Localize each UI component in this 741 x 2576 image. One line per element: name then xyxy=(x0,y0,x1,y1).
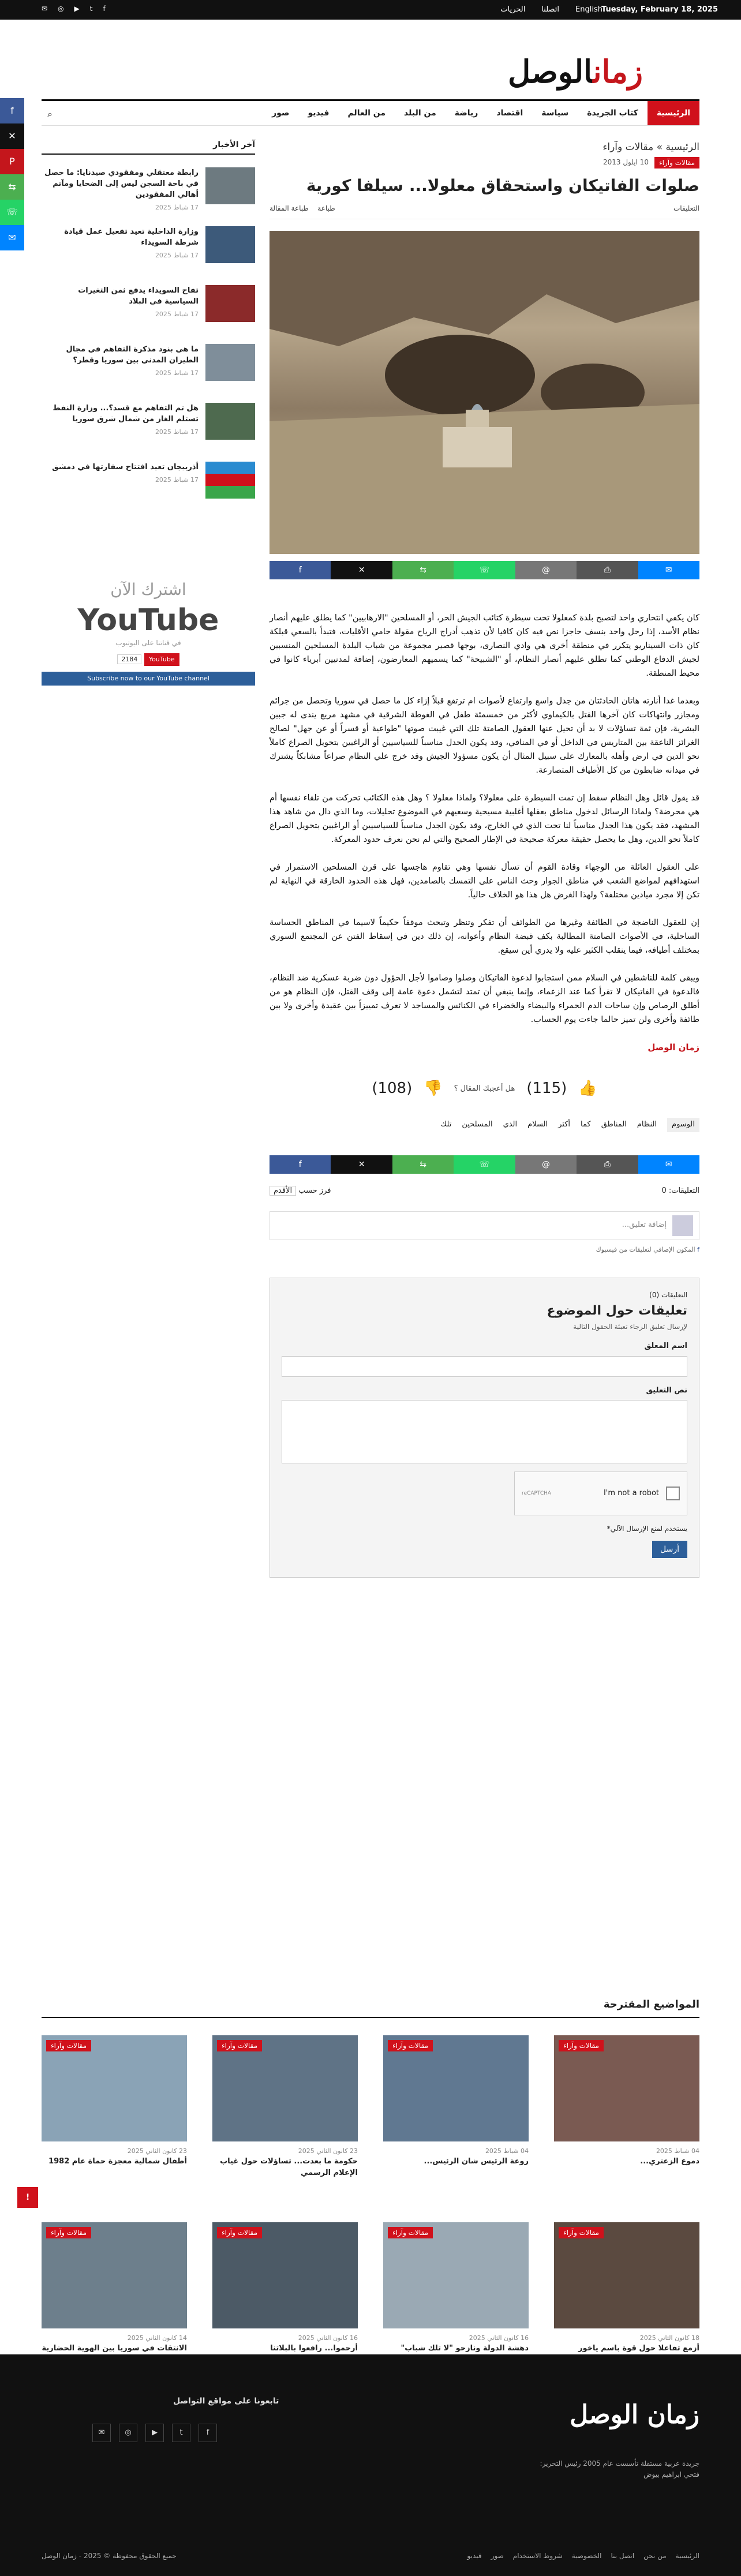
fb-comment-box xyxy=(270,1211,699,1240)
email-share-icon[interactable]: @ xyxy=(515,1155,577,1174)
related-title[interactable]: روعة الرئيس شان الرئيس... xyxy=(424,2157,529,2166)
name-input[interactable] xyxy=(282,1356,687,1377)
mail-icon[interactable]: ✉ xyxy=(42,5,48,13)
related-title[interactable]: أزمع تفاعلا حول قوة باسم ياخور xyxy=(578,2344,699,2353)
related-card[interactable] xyxy=(383,2035,529,2197)
like-thumb-icon[interactable]: 👍 xyxy=(578,1080,597,1098)
youtube-icon[interactable]: ▶ xyxy=(74,5,80,13)
tag-item[interactable]: تلك xyxy=(440,1120,452,1129)
related-title[interactable]: دهشة الدولة ونازحو "لا تلك شباب" xyxy=(401,2344,529,2353)
search-icon[interactable]: ⌕ xyxy=(47,108,53,119)
tag-item[interactable]: السلام xyxy=(527,1120,548,1129)
email-share-icon[interactable]: @ xyxy=(515,561,577,579)
generic-share-icon[interactable]: ⇆ xyxy=(392,561,454,579)
avatar xyxy=(672,1215,693,1236)
print-article-link[interactable]: طباعة المقالة xyxy=(270,204,309,212)
tags-label: الوسوم xyxy=(667,1118,699,1132)
submit-button[interactable]: أرسل xyxy=(652,1541,687,1558)
footer-link[interactable]: الخصوصية xyxy=(571,2552,602,2560)
news-title[interactable]: ما هي بنود مذكرة التفاهم في مجال الطيران المدني بين سوريا وقطر؟ xyxy=(66,345,199,365)
twitter-icon[interactable]: t xyxy=(172,2424,190,2442)
breadcrumb xyxy=(270,138,699,156)
nav-writers[interactable]: كتاب الجريدة xyxy=(587,108,638,118)
messenger-share-icon[interactable]: ✉ xyxy=(638,1155,699,1174)
related-date: 14 كانون الثاني 2025 xyxy=(127,2334,187,2342)
twitter-share-icon[interactable]: ✕ xyxy=(331,1155,392,1174)
category-badge[interactable]: مقالات وآراء xyxy=(46,2227,91,2238)
share-whatsapp-icon[interactable]: ☏ xyxy=(0,200,24,225)
whatsapp-share-icon[interactable]: ☏ xyxy=(454,1155,515,1174)
captcha-note: يستخدم لمنع الإرسال الآلي* xyxy=(607,1525,687,1533)
related-heading: المواضيع المقترحة xyxy=(42,1997,699,2018)
main-nav xyxy=(42,99,699,126)
footer-link[interactable]: اتصل بنا xyxy=(611,2552,635,2560)
related-card[interactable] xyxy=(42,2035,187,2197)
category-badge[interactable]: مقالات وآراء xyxy=(217,2040,262,2051)
news-date: 17 شباط 2025 xyxy=(155,476,199,484)
floating-share-bar xyxy=(0,98,24,250)
footer-socials xyxy=(92,2424,217,2442)
sidebar xyxy=(42,138,255,686)
sort-label: فرز حسب xyxy=(298,1186,331,1195)
print-share-icon[interactable]: ⎙ xyxy=(577,1155,638,1174)
top-link-contact[interactable]: اتصلنا xyxy=(541,5,560,14)
paragraph: على العقول العائلة من الوجهاء وقادة القوم أن تسأل نفسها وهي تقاوم هاجسها على قرن المسلحين الاستمرار في استهدافهم لمواضع الشعب في مناطق الجوار وحث الناس على التمسك بالصامدين، فهل هذه الحدود الخارقة في النهاية لم تكن إلا مجرد ميادين مختلفة؟ ولهذا الغرض هل هذا هو الخلاف حالياً. xyxy=(270,863,699,900)
fb-plugin-label: f المكون الإضافي لتعليقات من فيسبوك xyxy=(596,1245,699,1253)
paragraph: ويبقى كلمة للناشطين في السلام ممن استجابوا لدعوة الفاتيكان وصلوا وصاموا لأجل الحؤول دون ضربة عسكرية ضد النظام، فالدعوة في الفاتيكان لا تقرأ كما عند الزعماء، وإنما ينبغي أن تمتد لتشمل دعوة عامة إلى وقف القتل، فإن النظام هو من أطلق الرصاص وإن ساحات الدم الحمراء والبيضاء والخضراء في الكنائس والمساجد لا تعرف تمييزاً بين عقيدة وأخرى ولا بين طائفة وأخرى ولن تميز حالما جاءت يوم الحساب. xyxy=(270,974,699,1024)
current-date: Tuesday, February 18, 2025 xyxy=(601,5,718,14)
top-bar xyxy=(0,0,741,20)
sidebar-heading: آخر الأخبار xyxy=(42,138,255,155)
related-card[interactable] xyxy=(212,2035,358,2197)
category-badge[interactable]: مقالات وآراء xyxy=(388,2227,433,2238)
captcha-brand: reCAPTCHA xyxy=(522,1491,552,1497)
text-label: نص التعليق xyxy=(646,1386,687,1395)
breadcrumb-section[interactable]: مقالات وآراء xyxy=(602,141,654,153)
twitter-share-icon[interactable]: ✕ xyxy=(331,561,392,579)
nav-local[interactable]: من البلد xyxy=(404,108,436,118)
nav-video[interactable]: فيديو xyxy=(308,108,330,118)
logo-part-a: زمان xyxy=(593,53,643,90)
article-tools xyxy=(270,199,699,219)
news-thumbnail xyxy=(205,344,255,381)
related-card[interactable] xyxy=(554,2035,699,2197)
footer-link[interactable]: صور xyxy=(491,2552,504,2560)
top-socials xyxy=(42,3,106,14)
facebook-icon[interactable]: f xyxy=(103,5,106,13)
print-share-icon[interactable]: ⎙ xyxy=(577,561,638,579)
tag-item[interactable]: النظام xyxy=(637,1120,657,1129)
related-date: 04 شباط 2025 xyxy=(656,2147,699,2155)
tag-item[interactable]: المناطق xyxy=(601,1120,627,1129)
facebook-share-icon[interactable]: f xyxy=(270,561,331,579)
instagram-icon[interactable]: ◎ xyxy=(58,5,64,13)
mail-icon[interactable]: ✉ xyxy=(92,2424,111,2442)
related-date: 16 كانون الثاني 2025 xyxy=(298,2334,358,2342)
related-title[interactable]: أرحموا... رافعوا بالبلاتنا xyxy=(270,2344,358,2353)
fb-comment-input[interactable]: إضافة تعليق... xyxy=(622,1220,667,1230)
share-generic-icon[interactable]: ⇆ xyxy=(0,174,24,200)
breadcrumb-home[interactable]: الرئيسية xyxy=(665,141,699,153)
header xyxy=(0,20,741,106)
news-thumbnail xyxy=(205,167,255,204)
related-date: 16 كانون الثاني 2025 xyxy=(469,2334,529,2342)
article-hero-image xyxy=(270,231,699,554)
article-date: 10 ايلول 2013 xyxy=(602,158,649,167)
sidebar-news-item[interactable] xyxy=(42,167,255,214)
tags-row xyxy=(270,1118,699,1132)
sidebar-news-item[interactable] xyxy=(42,344,255,390)
paragraph: وبعدما غدا أنارته هاتان الحادثتان من جدل واسع وارتفاع لأصوات ام ترتفع قبلاً إزاء كل ما حصل في سوريا وتحصل من جرائم ومجازر وانتهاكات كان آخرها القتل بالكيماوي لأكثر من خمسمئة طفل في الغوطة الشرقية في مشهد مريع يندى له جبين البشرية، فإن ثمة تساؤلات لا بد أن تحيل عنها العقول الصامتة تلك التي غيبت صوتها "طواعية أو قسراً أو عن جهل" لصالح الغرائز الناعقة بين المتاريس في الداخل أو في المنافي، وقد يكون الحدل مناسباً للسياسيين أو الراغبين بتحويل الصراع كاملاً نحو الدين في ارض وأهله بالمعارك على سبيل المثال أن يكون مسؤولا الجيش وقد خرج علي النظام صراعاً مشابكاً يشترك في ميدانه ضابطون من كل الأطياف المتصارعة. xyxy=(270,697,699,775)
news-thumbnail xyxy=(205,226,255,263)
top-link-freedoms[interactable]: الحريات xyxy=(500,5,526,14)
sidebar-news-item[interactable] xyxy=(42,403,255,449)
related-date: 04 شباط 2025 xyxy=(485,2147,529,2155)
logo-part-b: الوصل xyxy=(507,53,593,90)
sidebar-news-item[interactable] xyxy=(42,226,255,272)
category-badge[interactable]: مقالات وآراء xyxy=(559,2040,604,2051)
yt-subscribe-bar[interactable]: Subscribe now to our YouTube channel xyxy=(42,672,255,686)
share-facebook-icon[interactable]: f xyxy=(0,98,24,123)
article-title: صلوات الفاتيكان واستحقاق معلولا... سيلفا كورية xyxy=(306,176,699,195)
whatsapp-share-icon[interactable]: ☏ xyxy=(454,561,515,579)
related-image xyxy=(383,2222,529,2328)
captcha-label: I'm not a robot xyxy=(603,1488,659,1497)
yt-subscribe-text: اشترك الآن xyxy=(110,580,186,600)
footer-description: جريدة عربية مستقلة تأسست عام 2005 رئيس التحرير: فتحي ابراهيم بيوض xyxy=(540,2459,699,2479)
news-thumbnail xyxy=(205,285,255,322)
sidebar-news-item[interactable] xyxy=(42,462,255,508)
related-image xyxy=(42,2222,187,2328)
article-body xyxy=(270,611,699,1027)
facebook-icon[interactable]: f xyxy=(199,2424,217,2442)
recaptcha-widget[interactable] xyxy=(514,1472,687,1515)
related-section xyxy=(42,1997,699,2384)
article-main xyxy=(270,138,699,1578)
tag-item[interactable]: كما xyxy=(581,1120,591,1129)
footer-link[interactable]: فيديو xyxy=(467,2552,482,2560)
top-links xyxy=(500,4,602,16)
tag-item[interactable]: أكثر xyxy=(558,1120,571,1129)
nav-home[interactable]: الرئيسية xyxy=(648,101,699,125)
related-grid xyxy=(42,2035,699,2384)
share-pinterest-icon[interactable]: P xyxy=(0,149,24,174)
checkbox[interactable] xyxy=(666,1487,680,1500)
footer-link[interactable]: الرئيسية xyxy=(675,2552,699,2560)
print-link[interactable]: طباعة xyxy=(317,204,335,212)
footer-logo[interactable]: زمان الوصل xyxy=(570,2400,699,2429)
news-date: 17 شباط 2025 xyxy=(155,428,199,436)
related-title[interactable]: أطفال شمالية معجزة حماة عام 1982 xyxy=(48,2157,187,2166)
breadcrumb-separator: » xyxy=(656,141,663,153)
related-image xyxy=(42,2035,187,2141)
paragraph: كان يكفي انتحاري واحد لتصبح بلدة كمعلولا تحت سيطرة كتائب الجيش الحر، أو المسلحين "الارهابيين" كما يطلق عليهم أنصار نظام الأسد، إذا رحل واحد بنسف حاجزا نص فيه كان كافيا لأن تذهب أدراج الرياح مقولة حامي الأقليات، فتبدأ بالسعي قبلكة كان ذات السيناريو يتكرر في منطقة أخرى هي وادي النصارى، بوجها قصير مجموعة من شباب البلدة المسلحين المنسبين لجيش الدفاع الوطني كما تطلق عليهم أنصار النظام، أو "الشبيحة" كما يسميهم المعارضون، إضافة لمدنيين أبرياء كانوا في محيط المنطقة. xyxy=(270,613,699,678)
article-author[interactable]: زمان الوصل xyxy=(648,1042,699,1053)
footer xyxy=(0,2354,741,2576)
instagram-icon[interactable]: ◎ xyxy=(119,2424,137,2442)
dislike-count: (108) xyxy=(372,1080,413,1098)
paragraph: إن للعقول الناضجة في الطائفة وغيرها من الطوائف أن تفكر وتنظر وتبحث موقفاً حكيماً لاسيما في المناطق الحساسة الساحلية، في الأصوات الصامتة المطالبة بكف قبضة النظام وأعوانه، إن ذلك دين في إسقاط الفتن عن المجتمع السوري بمختلف أطيافه، فيما ينقلب الكثير عليه ولا يدري أين سيقع. xyxy=(270,918,699,955)
cliff-illustration xyxy=(270,231,699,554)
category-badge[interactable]: مقالات وآراء xyxy=(559,2227,604,2238)
related-image xyxy=(383,2035,529,2141)
name-label: اسم المعلق xyxy=(644,1341,687,1350)
news-date: 17 شباط 2025 xyxy=(155,204,199,212)
related-date: 18 كانون الثاني 2025 xyxy=(639,2334,699,2342)
related-title[interactable]: الانتقات في سوريا بين الهوية الحضارية xyxy=(42,2344,187,2353)
nav-photos[interactable]: صور xyxy=(272,108,290,118)
share-twitter-icon[interactable]: ✕ xyxy=(0,123,24,149)
generic-share-icon[interactable]: ⇆ xyxy=(392,1155,454,1174)
comment-textarea[interactable] xyxy=(282,1400,687,1463)
paragraph: قد يقول قائل وهل النظام سقط إن تمت السيطرة على معلولا؟ ولماذا معلولا ؟ وهل هذه الكتائب تحركت من تلقاء نفسها أم هي محرضة؟ ولماذا الرسائل لدخول مناطق بعقلها أغلبية مسيحية وسعيهم في الموضوع تحليلات، وما الذي دال من شاهد هذا المشهد، فقد يكون هذا الجدل مناسباً لنا تحت الذي في الخارج، وقد يكون الجدل مناسباً للسياسيين أو الراغبين بتحويل الصراع كاملاً نحو الدين، وهل ما يحصل حقيقة معركة صحيحة في الإطار الصحيح والتي لم نحن نعرف حدود المعركة. xyxy=(270,793,699,844)
facebook-share-icon[interactable]: f xyxy=(270,1155,331,1174)
footer-link[interactable]: شروط الاستخدام xyxy=(512,2552,563,2560)
form-count: التعليقات (0) xyxy=(649,1291,687,1300)
nav-world[interactable]: من العالم xyxy=(347,108,386,118)
sort-select[interactable]: الأقدم xyxy=(270,1186,296,1196)
share-row-top xyxy=(270,561,699,579)
share-messenger-icon[interactable]: ✉ xyxy=(0,225,24,250)
top-link-english[interactable]: English xyxy=(575,5,602,14)
yt-subscribe-button[interactable]: YouTube xyxy=(144,653,179,666)
news-date: 17 شباط 2025 xyxy=(155,252,199,260)
alert-icon[interactable]: ! xyxy=(17,2187,38,2208)
youtube-icon[interactable]: ▶ xyxy=(145,2424,164,2442)
tag-item[interactable]: المسلحين xyxy=(462,1120,493,1129)
footer-bottom xyxy=(42,2551,699,2562)
youtube-widget xyxy=(42,577,255,685)
news-date: 17 شباط 2025 xyxy=(155,310,199,319)
comments-header xyxy=(270,1185,699,1197)
messenger-share-icon[interactable]: ✉ xyxy=(638,561,699,579)
related-image xyxy=(554,2035,699,2141)
category-badge[interactable]: مقالات وآراء xyxy=(46,2040,91,2051)
dislike-thumb-icon[interactable]: 👎 xyxy=(424,1080,443,1098)
footer-follow-title: تابعونا على مواقع التواصل xyxy=(173,2397,279,2406)
nav-politics[interactable]: سياسة xyxy=(541,108,569,118)
category-badge[interactable]: مقالات وآراء xyxy=(217,2227,262,2238)
yt-subtitle: في قناتنا على اليوتيوب xyxy=(115,639,181,647)
form-heading: تعليقات حول الموضوع xyxy=(547,1304,687,1319)
form-hint: لإرسال تعليق الرجاء تعبئة الحقول التالية xyxy=(573,1322,687,1331)
article-meta xyxy=(270,156,699,170)
related-title[interactable]: دموع الزعتري... xyxy=(640,2157,699,2166)
comment-form xyxy=(270,1278,699,1578)
news-thumbnail xyxy=(205,403,255,440)
facebook-icon: f xyxy=(697,1245,699,1253)
news-date: 17 شباط 2025 xyxy=(155,369,199,377)
tag-item[interactable]: الذي xyxy=(503,1120,518,1129)
news-title[interactable]: وزارة الداخلية تعيد تفعيل عمل قيادة شرطة السويداء xyxy=(64,227,199,248)
comments-count: التعليقات: 0 xyxy=(661,1186,699,1195)
news-title[interactable]: هل تم التفاهم مع قسد؟... وزارة النفط تستلم الغاز من شمال شرق سوريا xyxy=(53,404,199,424)
like-count: (115) xyxy=(526,1080,567,1098)
related-date: 23 كانون الثاني 2025 xyxy=(127,2147,187,2155)
site-logo[interactable] xyxy=(507,48,643,95)
nav-sports[interactable]: رياضة xyxy=(454,108,478,118)
news-title[interactable]: تفاح السويداء يدفع ثمن التغيرات السياسية في البلاد xyxy=(78,286,199,306)
comments-link[interactable]: التعليقات xyxy=(673,204,699,212)
twitter-icon[interactable]: t xyxy=(89,5,93,13)
nav-economy[interactable]: اقتصاد xyxy=(496,108,523,118)
news-title[interactable]: رابطة معتقلي ومفقودي صيدنايا: ما حصل في باحة السجن ليس إلى الضحايا ومآتم أهالي المفقودين xyxy=(44,169,199,200)
yt-logo: YouTube xyxy=(77,603,219,638)
category-badge[interactable]: مقالات وآراء xyxy=(388,2040,433,2051)
related-image xyxy=(554,2222,699,2328)
copyright: جميع الحقوق محفوظة © 2025 - زمان الوصل xyxy=(42,2552,177,2560)
yt-count: 2184 xyxy=(117,654,141,664)
related-image xyxy=(212,2222,358,2328)
sidebar-news-item[interactable] xyxy=(42,285,255,331)
related-title[interactable]: حكومة ما بعدت... تساؤلات حول غياب الإعلام الرسمي xyxy=(220,2157,358,2178)
reaction-bar xyxy=(270,1072,699,1106)
news-title[interactable]: أذربيجان تعيد افتتاح سفارتها في دمشق xyxy=(52,463,199,472)
footer-links xyxy=(467,2551,699,2562)
news-thumbnail xyxy=(205,462,255,499)
share-row-bottom xyxy=(270,1155,699,1174)
reaction-question: هل أعجبك المقال ؟ xyxy=(454,1084,515,1093)
related-date: 23 كانون الثاني 2025 xyxy=(298,2147,358,2155)
category-badge[interactable]: مقالات وآراء xyxy=(654,157,699,169)
related-image xyxy=(212,2035,358,2141)
footer-link[interactable]: من نحن xyxy=(643,2552,667,2560)
